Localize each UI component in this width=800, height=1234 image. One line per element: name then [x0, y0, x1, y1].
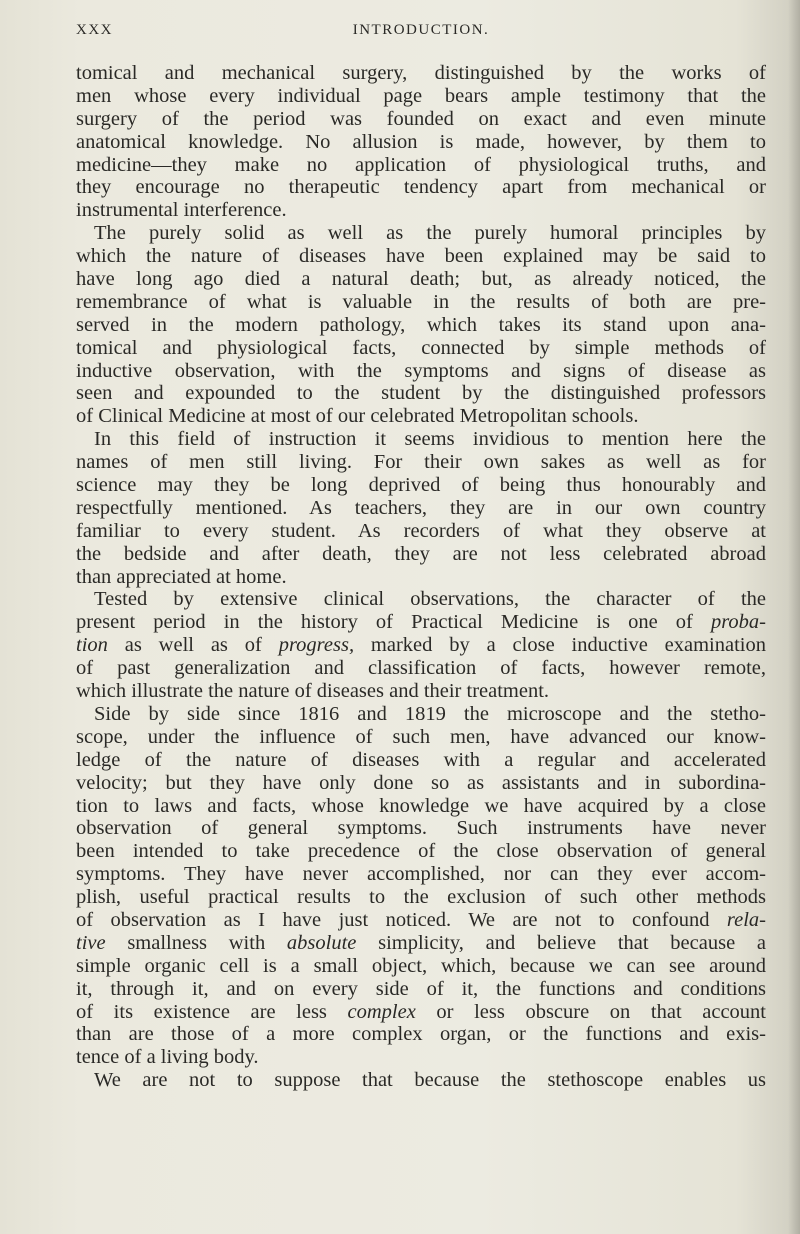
- text-line: [76, 840, 766, 863]
- line-text: as well as of: [107, 634, 279, 657]
- text-line: [76, 154, 766, 177]
- line-text: names of men still living. For their own sakes as well as for: [76, 451, 766, 474]
- line-text: they encourage no therapeutic tendency apart from mechanical or: [76, 176, 766, 199]
- line-text: surgery of the period was founded on exact and even minute: [76, 107, 766, 130]
- line-text: served in the modern pathology, which takes its stand upon ana-: [76, 313, 766, 336]
- line-text: familiar to every student. As recorders of what they observe at: [76, 519, 766, 542]
- line-text: tomical and physiological facts, connected by simple methods of: [76, 336, 766, 359]
- line-text: which the nature of diseases have been explained may be said to: [76, 245, 766, 268]
- line-text: simplicity, and believe that because a: [356, 931, 766, 954]
- line-text: observation of general symptoms. Such instruments have never: [76, 817, 766, 840]
- line-text: Tested by extensive clinical observations, the character of the: [94, 588, 766, 611]
- text-line: [76, 360, 766, 383]
- text-line: [76, 85, 766, 108]
- text-line: [76, 886, 766, 909]
- line-text: marked by a close inductive examination: [354, 634, 766, 657]
- line-text: medicine—they make no application of physiological truths, and: [76, 153, 766, 176]
- text-line: [76, 62, 766, 85]
- line-text: scope, under the influence of such men, have advanced our know-: [76, 725, 766, 748]
- line-text: of past generalization and classification of facts, however remote,: [76, 657, 766, 680]
- page-edge-shadow: [788, 0, 800, 1234]
- text-line: [76, 337, 766, 360]
- text-line: [76, 680, 766, 703]
- line-text: tion to laws and facts, whose knowledge we have acquired by a close: [76, 794, 766, 817]
- text-line: [76, 1046, 766, 1069]
- text-line: [76, 108, 766, 131]
- line-text: smallness with: [105, 931, 287, 954]
- text-line: [76, 863, 766, 886]
- line-text: tomical and mechanical surgery, distinguished by the works of: [76, 62, 766, 84]
- text-line: [76, 1069, 766, 1092]
- line-text: inductive observation, with the symptoms and signs of disease as: [76, 359, 766, 382]
- text-line: [76, 405, 766, 428]
- text-line: [76, 474, 766, 497]
- line-text: We are not to suppose that because the stethoscope enables us: [94, 1069, 766, 1092]
- line-text: The purely solid as well as the purely humoral principles by: [94, 222, 766, 245]
- text-line: [76, 222, 766, 245]
- line-text: velocity; but they have only done so as assistants and in subordina-: [76, 771, 766, 794]
- text-line: [76, 726, 766, 749]
- line-text: of its existence are less: [76, 1000, 327, 1023]
- text-line: [76, 1023, 766, 1046]
- text-line: [76, 291, 766, 314]
- line-text: In this field of instruction it seems invidious to mention here the: [94, 428, 766, 451]
- italic-text: tion: [76, 634, 108, 657]
- line-text: plish, useful practical results to the exclusion of such other methods: [76, 886, 766, 909]
- italic-text: progress,: [278, 634, 355, 657]
- italic-text: rela-: [726, 908, 767, 931]
- text-line: [76, 428, 766, 451]
- text-line: [76, 566, 766, 589]
- text-line: [76, 955, 766, 978]
- line-text: simple organic cell is a small object, which, because we can see around: [76, 954, 766, 977]
- line-text: of Clinical Medicine at most of our celebrated Metropolitan schools.: [76, 405, 639, 428]
- text-line: [76, 451, 766, 474]
- line-text: tence of a living body.: [76, 1046, 259, 1069]
- text-line: [76, 611, 766, 634]
- text-line: [76, 497, 766, 520]
- line-text: it, through it, and on every side of it, the functions and conditions: [76, 977, 766, 1000]
- text-line: [76, 1001, 766, 1024]
- text-line: [76, 703, 766, 726]
- line-text: seen and expounded to the student by the distinguished professors: [76, 382, 766, 405]
- line-text: instrumental interference.: [76, 199, 287, 222]
- text-line: [76, 382, 766, 405]
- line-text: which illustrate the nature of diseases and their treatment.: [76, 680, 550, 703]
- text-line: [76, 795, 766, 818]
- text-line: [76, 520, 766, 543]
- line-text: anatomical knowledge. No allusion is made, however, by them to: [76, 130, 766, 153]
- italic-text: proba-: [710, 611, 767, 634]
- line-text: of observation as I have just noticed. We are not to confound: [76, 908, 710, 931]
- line-text: than are those of a more complex organ, or the functions and exis-: [76, 1023, 766, 1046]
- text-line: [76, 657, 766, 680]
- italic-text: complex: [347, 1000, 416, 1023]
- body-text: [76, 62, 766, 1092]
- line-text: or less obscure on that account: [415, 1000, 767, 1023]
- line-text: the bedside and after death, they are not less celebrated abroad: [76, 542, 766, 565]
- text-line: [76, 749, 766, 772]
- line-text: have long ago died a natural death; but, as already noticed, the: [76, 268, 766, 291]
- italic-text: tive: [76, 931, 106, 954]
- text-line: [76, 268, 766, 291]
- text-line: [76, 634, 766, 657]
- line-text: been intended to take precedence of the close observation of general: [76, 840, 766, 863]
- text-line: [76, 131, 766, 154]
- line-text: Side by side since 1816 and 1819 the microscope and the stetho-: [94, 702, 766, 725]
- text-line: [76, 314, 766, 337]
- text-line: [76, 978, 766, 1001]
- text-line: [76, 772, 766, 795]
- text-line: [76, 588, 766, 611]
- text-line: [76, 543, 766, 566]
- line-text: science may they be long deprived of being thus honourably and: [76, 474, 766, 497]
- page-number: XXX: [76, 22, 113, 38]
- line-text: men whose every individual page bears ample testimony that the: [76, 84, 766, 107]
- line-text: remembrance of what is valuable in the results of both are pre-: [76, 290, 766, 313]
- text-line: [76, 932, 766, 955]
- text-line: [76, 199, 766, 222]
- text-line: [76, 245, 766, 268]
- line-text: symptoms. They have never accomplished, nor can they ever accom-: [76, 863, 766, 886]
- line-text: ledge of the nature of diseases with a regular and accelerated: [76, 748, 766, 771]
- line-text: present period in the history of Practical Medicine is one of: [76, 611, 693, 634]
- running-head: [76, 22, 766, 46]
- italic-text: absolute: [286, 931, 357, 954]
- running-title: INTRODUCTION.: [352, 22, 490, 38]
- text-line: [76, 176, 766, 199]
- text-line: [76, 909, 766, 932]
- text-line: [76, 817, 766, 840]
- line-text: respectfully mentioned. As teachers, they are in our own country: [76, 496, 766, 519]
- line-text: than appreciated at home.: [76, 565, 287, 588]
